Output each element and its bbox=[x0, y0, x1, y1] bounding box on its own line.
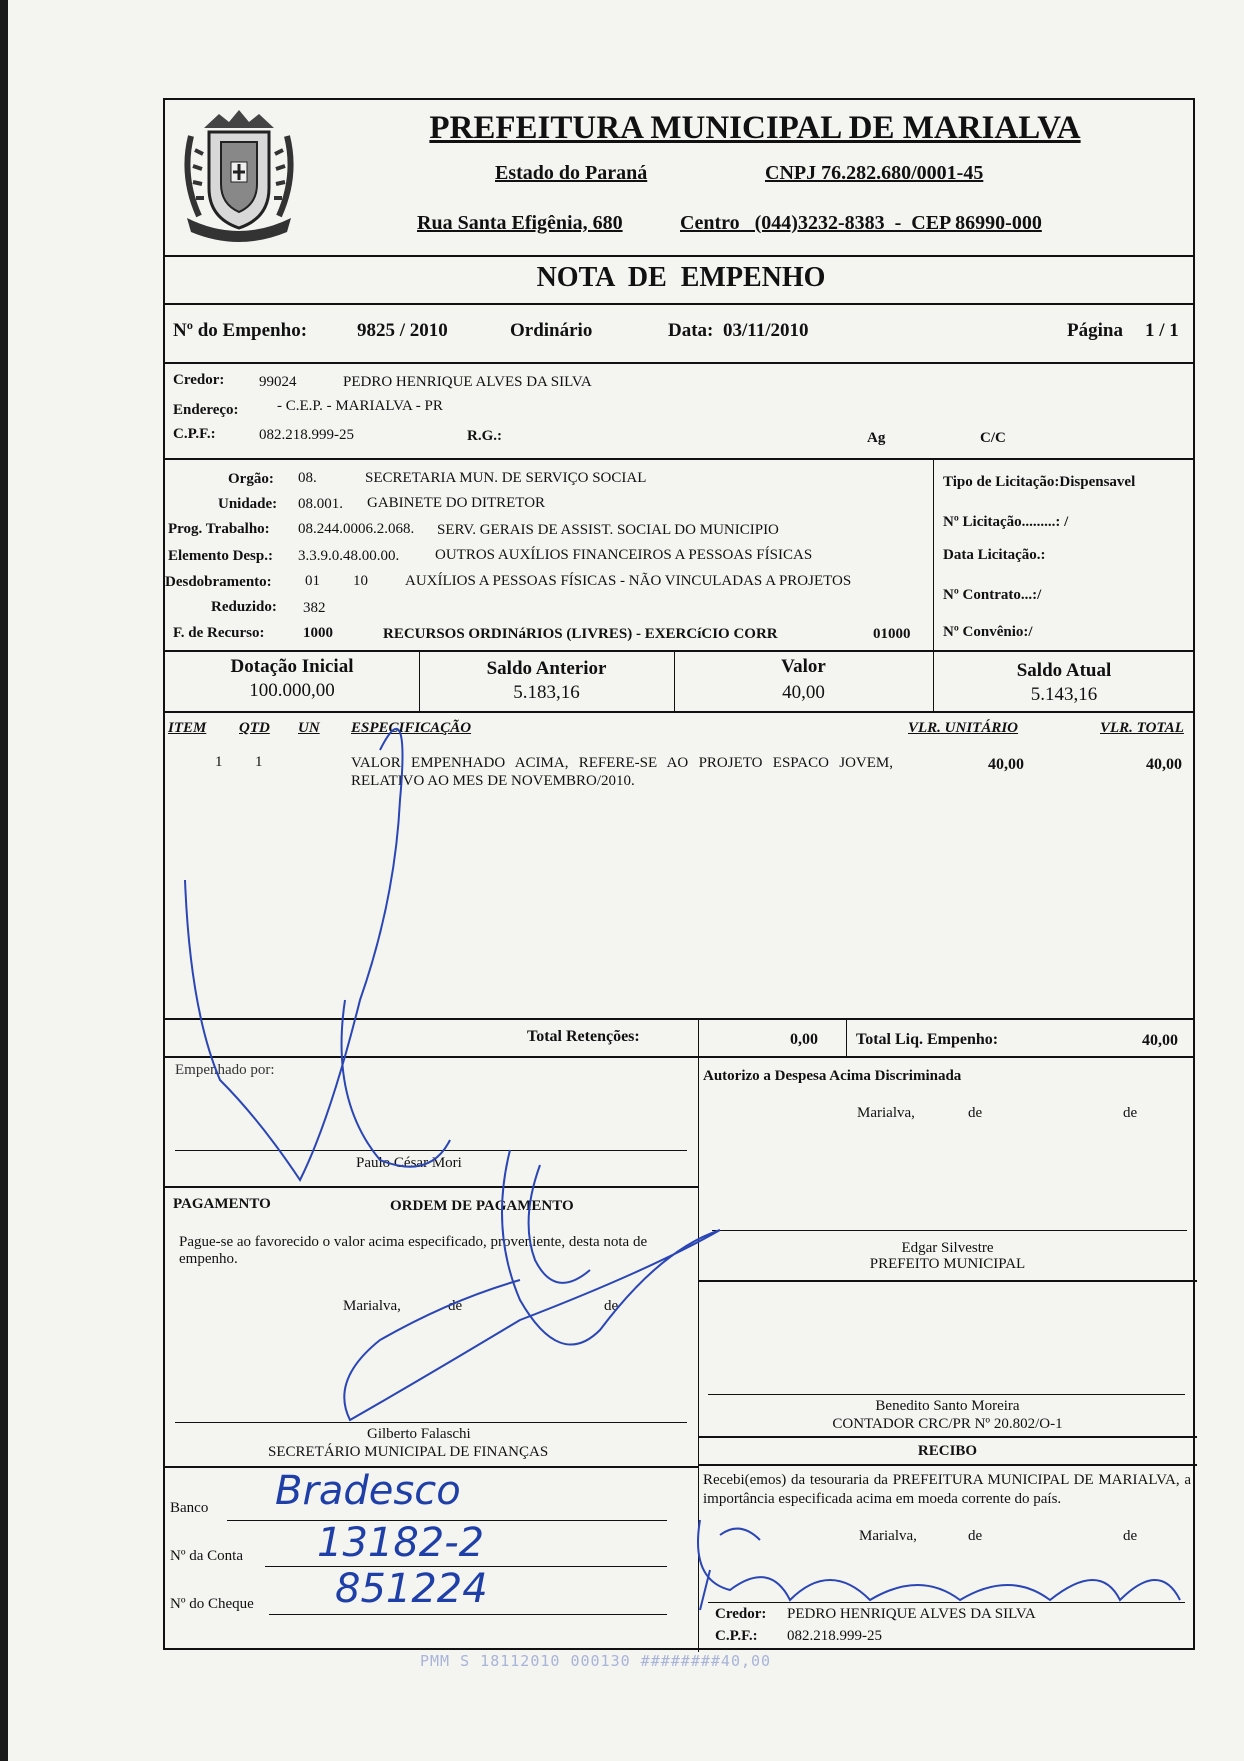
ag-label: Ag bbox=[867, 430, 886, 446]
cpf-value: 082.218.999-25 bbox=[259, 427, 354, 443]
secretario-name: Gilberto Falaschi bbox=[367, 1426, 471, 1442]
street-address: Rua Santa Efigênia, 680 bbox=[417, 212, 623, 234]
desdobramento-code2: 10 bbox=[353, 573, 368, 589]
col-unit-header: VLR. UNITÁRIO bbox=[908, 720, 1019, 736]
recibo-city: Marialva, bbox=[859, 1528, 917, 1544]
total-retencoes-label: Total Retenções: bbox=[527, 1028, 640, 1045]
total-retencoes-value: 0,00 bbox=[790, 1031, 818, 1048]
dotacao-inicial-label: Dotação Inicial bbox=[230, 656, 354, 677]
recibo-cpf-label: C.P.F.: bbox=[715, 1628, 758, 1644]
autorizo-de1: de bbox=[968, 1105, 983, 1121]
elemento-code: 3.3.9.0.48.00.00. bbox=[298, 548, 400, 564]
convenio-number: Nº Convênio:/ bbox=[943, 624, 1033, 640]
recibo-title: RECIBO bbox=[917, 1443, 978, 1459]
desdobramento-label: Desdobramento: bbox=[165, 574, 272, 590]
empenho-date: 03/11/2010 bbox=[723, 320, 809, 341]
saldo-atual-value: 5.143,16 bbox=[1030, 684, 1098, 705]
mechanical-stamp: PMM S 18112010 000130 ########40,00 bbox=[420, 1652, 772, 1670]
fonte-code: 1000 bbox=[303, 625, 333, 641]
coat-of-arms-emblem bbox=[169, 106, 309, 246]
recibo-cpf: 082.218.999-25 bbox=[787, 1628, 882, 1644]
pagamento-label: PAGAMENTO bbox=[173, 1196, 271, 1212]
date-label: Data: bbox=[668, 320, 714, 341]
unidade-code: 08.001. bbox=[298, 496, 343, 512]
credor-code: 99024 bbox=[259, 374, 297, 390]
ordem-pagamento-label: ORDEM DE PAGAMENTO bbox=[390, 1198, 574, 1214]
pagamento-de2: de bbox=[604, 1298, 619, 1314]
cheque-label: Nº do Cheque bbox=[170, 1596, 254, 1612]
elemento-name: OUTROS AUXÍLIOS FINANCEIROS A PESSOAS FÍSICAS bbox=[435, 547, 813, 563]
reduzido-value: 382 bbox=[303, 600, 326, 616]
saldo-atual-label: Saldo Atual bbox=[1016, 660, 1112, 681]
elemento-label: Elemento Desp.: bbox=[168, 548, 273, 564]
empenho-type: Ordinário bbox=[510, 320, 593, 341]
scan-left-border bbox=[0, 0, 8, 1761]
cpf-label: C.P.F.: bbox=[173, 426, 216, 442]
empenho-number-label: Nº do Empenho: bbox=[173, 320, 308, 341]
saldo-anterior-label: Saldo Anterior bbox=[486, 658, 607, 679]
banco-handwritten: Bradesco bbox=[275, 1468, 461, 1514]
licitacao-data: Data Licitação.: bbox=[943, 547, 1046, 563]
prog-code: 08.244.0006.2.068. bbox=[298, 521, 415, 537]
page-title: PREFEITURA MUNICIPAL DE MARIALVA bbox=[429, 110, 1081, 146]
orgao-label: Orgão: bbox=[228, 471, 274, 487]
fonte-extra: 01000 bbox=[873, 626, 911, 642]
document-title: NOTA DE EMPENHO bbox=[536, 262, 826, 293]
empenhado-label: Empenhado por: bbox=[175, 1062, 275, 1078]
page-label: Página bbox=[1067, 320, 1123, 341]
item-number: 1 bbox=[215, 754, 223, 770]
item-specification: VALOR EMPENHADO ACIMA, REFERE-SE AO PROJETO ESPACO JOVEM, RELATIVO AO MES DE NOVEMBRO/2010. bbox=[351, 755, 893, 789]
orgao-code: 08. bbox=[298, 470, 317, 486]
pagamento-de1: de bbox=[448, 1298, 463, 1314]
prog-label: Prog. Trabalho: bbox=[168, 521, 270, 537]
item-total-value: 40,00 bbox=[1146, 756, 1182, 773]
total-liq-label: Total Liq. Empenho: bbox=[856, 1031, 999, 1048]
dotacao-inicial-value: 100.000,00 bbox=[249, 680, 335, 701]
col-spec-header: ESPECIFICAÇÃO bbox=[351, 720, 472, 736]
prefeito-name: Edgar Silvestre bbox=[901, 1240, 994, 1256]
conta-label: Nº da Conta bbox=[170, 1548, 243, 1564]
col-total-header: VLR. TOTAL bbox=[1100, 720, 1184, 736]
cnpj-number: CNPJ 76.282.680/0001-45 bbox=[765, 162, 984, 184]
desdobramento-name: AUXÍLIOS A PESSOAS FÍSICAS - NÃO VINCULADAS A PROJETOS bbox=[405, 573, 852, 589]
conta-handwritten: 13182-2 bbox=[317, 1520, 485, 1566]
valor-value: 40,00 bbox=[782, 682, 825, 703]
recibo-text: Recebi(emos) da tesouraria da PREFEITURA MUNICIPAL DE MARIALVA, a importância especificada acima em moeda corrente do país. bbox=[703, 1472, 1191, 1507]
recibo-de1: de bbox=[968, 1528, 983, 1544]
col-item-header: ITEM bbox=[168, 720, 207, 736]
empenhado-name: Paulo César Mori bbox=[356, 1155, 462, 1171]
state-name: Estado do Paraná bbox=[495, 162, 648, 184]
empenho-number: 9825 / 2010 bbox=[357, 320, 448, 341]
contador-role: CONTADOR CRC/PR Nº 20.802/O-1 bbox=[832, 1416, 1063, 1432]
banco-label: Banco bbox=[170, 1500, 209, 1516]
rg-label: R.G.: bbox=[467, 428, 502, 444]
nota-empenho-form bbox=[163, 98, 1195, 1650]
prog-name: SERV. GERAIS DE ASSIST. SOCIAL DO MUNICIPIO bbox=[437, 522, 779, 538]
licitacao-numero: Nº Licitação.........: / bbox=[943, 514, 1069, 530]
autorizo-de2: de bbox=[1123, 1105, 1138, 1121]
credor-label: Credor: bbox=[173, 372, 225, 388]
fonte-label: F. de Recurso: bbox=[173, 625, 265, 641]
contrato-number: Nº Contrato...:/ bbox=[943, 587, 1042, 603]
licitacao-tipo: Tipo de Licitação:Dispensavel bbox=[943, 474, 1136, 490]
item-qtd: 1 bbox=[255, 754, 263, 770]
contador-name: Benedito Santo Moreira bbox=[875, 1398, 1020, 1414]
pagamento-text: Pague-se ao favorecido o valor acima especificado, proveniente, desta nota de empenho. bbox=[179, 1234, 648, 1267]
autorizo-label: Autorizo a Despesa Acima Discriminada bbox=[703, 1068, 962, 1084]
recibo-credor-label: Credor: bbox=[715, 1606, 767, 1622]
reduzido-label: Reduzido: bbox=[211, 599, 277, 615]
recibo-de2: de bbox=[1123, 1528, 1138, 1544]
col-qtd-header: QTD bbox=[239, 720, 270, 736]
cc-label: C/C bbox=[980, 430, 1006, 446]
valor-label: Valor bbox=[781, 656, 826, 677]
endereco-label: Endereço: bbox=[173, 402, 239, 418]
cheque-handwritten: 851224 bbox=[335, 1566, 488, 1612]
unidade-name: GABINETE DO DITRETOR bbox=[367, 495, 546, 511]
credor-name: PEDRO HENRIQUE ALVES DA SILVA bbox=[343, 374, 592, 390]
recibo-credor-name: PEDRO HENRIQUE ALVES DA SILVA bbox=[787, 1606, 1036, 1622]
item-unit-value: 40,00 bbox=[988, 756, 1024, 773]
endereco-value: - C.E.P. - MARIALVA - PR bbox=[277, 398, 443, 414]
autorizo-city: Marialva, bbox=[857, 1105, 915, 1121]
fonte-name: RECURSOS ORDINáRIOS (LIVRES) - EXERCíCIO CORR bbox=[383, 626, 778, 642]
pagamento-city: Marialva, bbox=[343, 1298, 401, 1314]
saldo-anterior-value: 5.183,16 bbox=[513, 682, 580, 703]
total-liq-value: 40,00 bbox=[1142, 1032, 1178, 1049]
unidade-label: Unidade: bbox=[218, 496, 278, 512]
secretario-role: SECRETÁRIO MUNICIPAL DE FINANÇAS bbox=[268, 1444, 549, 1460]
page-number: 1 / 1 bbox=[1145, 320, 1179, 341]
desdobramento-code1: 01 bbox=[305, 573, 320, 589]
prefeito-role: PREFEITO MUNICIPAL bbox=[869, 1256, 1026, 1272]
col-un-header: UN bbox=[298, 720, 320, 736]
contact-info: Centro (044)3232-8383 - CEP 86990-000 bbox=[680, 212, 1042, 234]
orgao-name: SECRETARIA MUN. DE SERVIÇO SOCIAL bbox=[365, 470, 647, 486]
